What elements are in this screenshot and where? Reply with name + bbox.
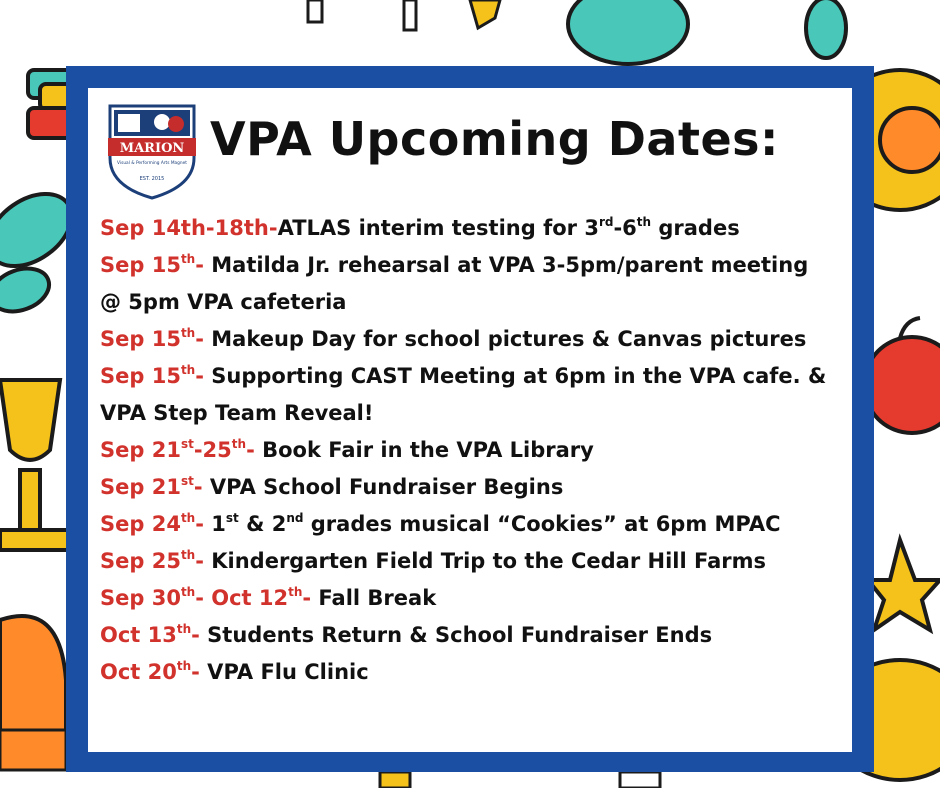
event-list bbox=[100, 210, 845, 691]
event-description: Students Return & School Fundraiser Ends bbox=[199, 623, 713, 647]
event-item bbox=[100, 247, 845, 284]
event-item bbox=[100, 543, 845, 580]
event-date: Oct 20th- bbox=[100, 659, 200, 684]
event-item bbox=[100, 321, 845, 358]
star-icon bbox=[868, 540, 940, 630]
event-description: VPA Step Team Reveal! bbox=[100, 401, 374, 425]
event-description: ATLAS interim testing for 3rd-6th grades bbox=[277, 215, 740, 240]
event-item bbox=[100, 210, 845, 247]
event-date: Oct 13th- bbox=[100, 622, 200, 647]
protractor-icon bbox=[0, 616, 66, 770]
event-date: Sep 24th- bbox=[100, 511, 204, 536]
event-date: Sep 30th- Oct 12th- bbox=[100, 585, 312, 610]
event-item bbox=[100, 432, 845, 469]
event-date: Sep 15th- bbox=[100, 252, 204, 277]
event-description: 1st & 2nd grades musical “Cookies” at 6pm MPAC bbox=[203, 511, 781, 536]
trophy-icon bbox=[0, 380, 70, 550]
event-date: Sep 25th- bbox=[100, 548, 204, 573]
event-description: @ 5pm VPA cafeteria bbox=[100, 290, 347, 314]
marion-crest-logo bbox=[104, 100, 200, 200]
event-date: Sep 15th- bbox=[100, 326, 204, 351]
logo-name: MARION bbox=[119, 141, 185, 156]
event-item bbox=[100, 284, 845, 321]
event-date: Sep 21st-25th- bbox=[100, 437, 255, 462]
event-item bbox=[100, 654, 845, 691]
event-description: VPA Flu Clinic bbox=[199, 660, 369, 684]
event-description: VPA School Fundraiser Begins bbox=[202, 475, 564, 499]
event-description: Matilda Jr. rehearsal at VPA 3-5pm/parent meeting bbox=[203, 253, 809, 277]
event-item bbox=[100, 506, 845, 543]
bottom-doodle bbox=[380, 772, 660, 788]
event-date: Sep 14th-18th- bbox=[100, 216, 278, 240]
event-description: Kindergarten Field Trip to the Cedar Hill Farms bbox=[203, 549, 766, 573]
logo-est: EST. 2015 bbox=[139, 176, 165, 182]
event-date: Sep 21st- bbox=[100, 474, 203, 499]
page-title: VPA Upcoming Dates: bbox=[210, 112, 779, 166]
event-item bbox=[100, 358, 845, 395]
event-description: Supporting CAST Meeting at 6pm in the VPA cafe. & bbox=[203, 364, 827, 388]
event-item bbox=[100, 395, 845, 432]
event-date: Sep 15th- bbox=[100, 363, 204, 388]
logo-subtitle: Visual & Performing Arts Magnet bbox=[117, 161, 187, 166]
event-item bbox=[100, 580, 845, 617]
event-item bbox=[100, 617, 845, 654]
apple-right-icon bbox=[864, 318, 940, 433]
pencil-icon bbox=[308, 0, 500, 30]
event-item bbox=[100, 469, 845, 506]
apple-icon bbox=[568, 0, 846, 64]
event-description: Book Fair in the VPA Library bbox=[254, 438, 594, 462]
event-description: Makeup Day for school pictures & Canvas pictures bbox=[203, 327, 807, 351]
event-description: Fall Break bbox=[311, 586, 437, 610]
